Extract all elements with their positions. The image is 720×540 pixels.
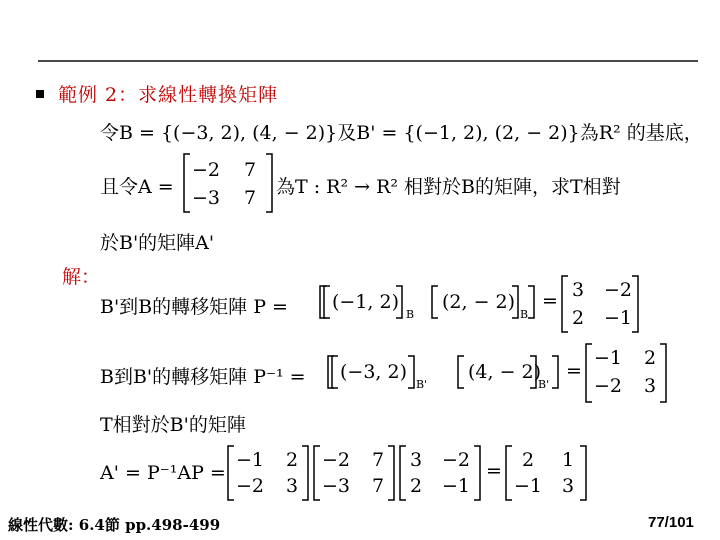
step4-result-matrix [504,444,588,502]
step2-matrix-cell-1-0: −2 [594,375,623,397]
step4-m3-cell-1-0: 2 [410,475,423,497]
slide-heading: 範例 2：求線性轉換矩陣 [58,84,279,106]
step4-result-cell-1-1: 3 [562,475,575,497]
matrix-A-cell-1-0: −3 [192,187,221,209]
step2-matrix [584,342,668,404]
step1-text: B'到B的轉移矩陣 P = [100,296,288,318]
bullet-icon [36,90,44,98]
step1-matrix [560,274,640,334]
step4-m3-cell-0-0: 3 [410,449,423,471]
step4-m2-cell-0-0: −2 [322,449,351,471]
solution-label: 解： [62,266,101,288]
step1-matrix-cell-1-1: −1 [604,307,633,329]
step1-vector-1-text: (−1, 2) [332,291,400,313]
step1-vector-2-text: (2, − 2) [442,291,516,313]
step2-vector-2 [456,354,566,390]
step2-subscript-1: B' [416,378,428,391]
step4-m1-cell-0-1: 2 [286,449,299,471]
matrix-A-cell-1-1: 7 [244,187,257,209]
step4-matrix-P-inverse [226,444,310,502]
step4-matrix-A [312,444,396,502]
step4-m2-cell-1-1: 7 [372,475,385,497]
footer-course-reference: 線性代數: 6.4節 pp.498-499 [8,516,221,534]
step3-text: T相對於B'的矩陣 [100,414,246,436]
step1-matrix-cell-0-1: −2 [604,279,633,301]
step4-m2-cell-1-0: −3 [322,475,351,497]
problem-line-2-suffix: 為T : R² → R² 相對於B的矩陣，求T相對 [276,176,621,198]
step1-subscript-1: B [406,308,415,321]
step2-text: B到B'的轉移矩陣 P⁻¹ = [100,366,306,388]
matrix-A [182,152,274,214]
step4-m1-cell-1-1: 3 [286,475,299,497]
step2-matrix-cell-1-1: 3 [644,375,657,397]
step2-matrix-cell-0-0: −1 [594,347,623,369]
step4-equals: = [486,460,502,482]
step4-result-cell-1-0: −1 [514,475,543,497]
step2-equals: = [566,360,582,382]
step4-result-cell-0-1: 1 [562,449,575,471]
step2-vector-1-text: (−3, 2) [340,361,408,383]
step1-vector-1 [318,284,414,320]
matrix-A-cell-0-1: 7 [244,159,257,181]
problem-line-2-prefix: 且令A = [100,176,174,198]
problem-line-3: 於B'的矩陣A' [100,232,215,254]
step4-text: A' = P⁻¹AP = [100,462,226,484]
step2-matrix-cell-0-1: 2 [644,347,657,369]
step1-equals: = [542,290,558,312]
problem-line-1: 令B = {(−3, 2), (4, − 2)}及B' = {(−1, 2), (2, − 2)}為R² 的基底， [100,122,703,144]
step4-m3-cell-0-1: −2 [442,449,471,471]
step4-matrix-P [398,444,482,502]
step4-m3-cell-1-1: −1 [442,475,471,497]
step1-subscript-2: B [520,308,529,321]
title-rule [38,60,698,62]
matrix-A-cell-0-0: −2 [192,159,221,181]
step4-m1-cell-1-0: −2 [236,475,265,497]
page-number: 77/101 [648,514,694,531]
step2-subscript-2: B' [538,378,550,391]
step4-m1-cell-0-0: −1 [236,449,265,471]
step1-matrix-cell-0-0: 3 [572,279,585,301]
step4-m2-cell-0-1: 7 [372,449,385,471]
step2-vector-2-text: (4, − 2) [468,361,542,383]
step1-matrix-cell-1-0: 2 [572,307,585,329]
step4-result-cell-0-0: 2 [522,449,535,471]
step1-vector-2 [430,284,540,320]
step2-vector-1 [326,354,436,390]
